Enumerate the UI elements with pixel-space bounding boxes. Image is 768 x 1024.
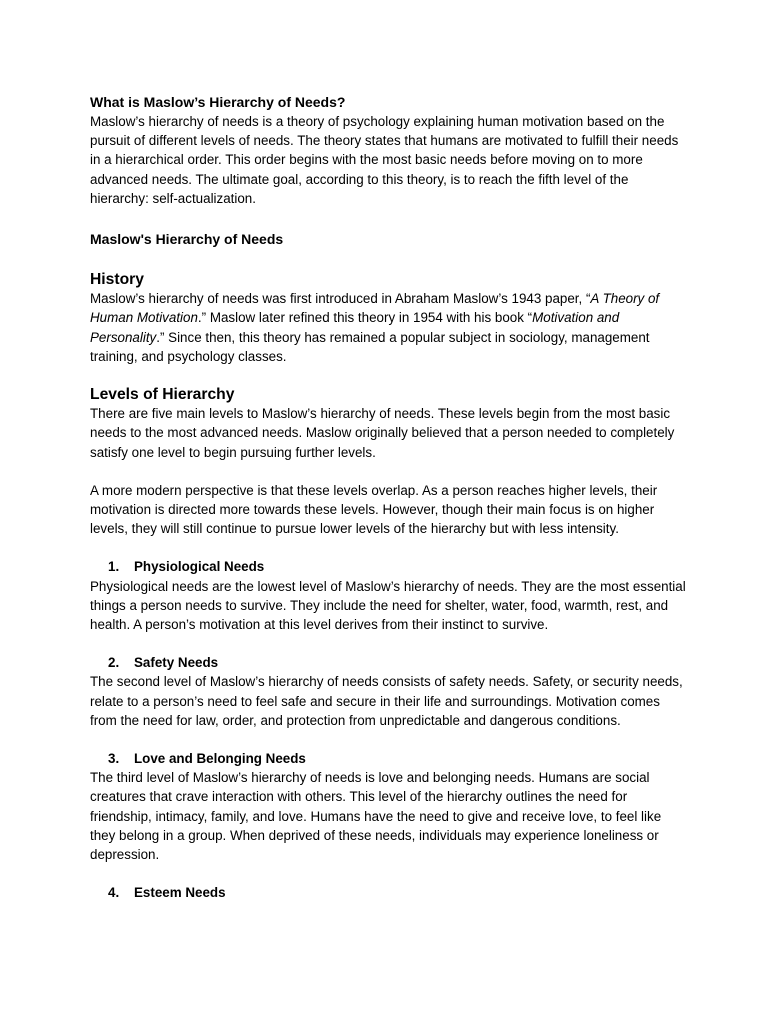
history-paragraph	[90, 289, 690, 366]
need-body-2: The second level of Maslow’s hierarchy of needs consists of safety needs. Safety, or security needs, relate to a person’s need to feel safe and secure in their life and surroundings. Motivation comes from the need for law, order, and protection from unpredictable and dangerous conditions.	[90, 674, 683, 728]
document-page	[90, 92, 690, 903]
document-title	[90, 92, 690, 112]
need-number: 3.	[108, 751, 120, 767]
need-title: Physiological Needs	[134, 559, 265, 575]
history-italic-2: Motivation and Personality	[90, 310, 620, 345]
need-title: Love and Belonging Needs	[134, 751, 306, 767]
history-text-3: .” Since then, this theory has remained a popular subject in sociology, management training, and psychology classes.	[90, 329, 650, 364]
levels-heading: Levels of Hierarchy	[90, 386, 235, 404]
need-title: Esteem Needs	[134, 885, 226, 901]
need-number: 2.	[108, 655, 120, 671]
need-number: 1.	[108, 559, 120, 575]
need-heading-4	[90, 883, 690, 902]
title-suffix: ?	[336, 94, 346, 110]
need-body-3: The third level of Maslow’s hierarchy of needs is love and belonging needs. Humans are social creatures that crave interaction with others. This level of the hierarchy outlines the need for friendship, intimacy, family, and love. Humans have the need to give and receive love, to feel like they belong in a group. When deprived of these needs, individuals may experience loneliness or depression.	[90, 770, 662, 863]
need-title: Safety Needs	[134, 655, 219, 671]
need-heading-3	[90, 749, 690, 768]
intro-paragraph: Maslow’s hierarchy of needs is a theory of psychology explaining human motivation based on the pursuit of different levels of needs. The theory states that humans are motivated to fulfill their needs in a hierarchical order. This order begins with the most basic needs before moving on to more advanced needs. The ultimate goal, according to this theory, is to reach the fifth level of the hierarchy: self-actualization.	[90, 114, 679, 206]
section-title: Maslow's Hierarchy of Needs	[90, 231, 284, 248]
need-body-1: Physiological needs are the lowest level of Maslow’s hierarchy of needs. They are the most essential things a person needs to survive. They include the need for shelter, water, food, warmth, rest, and health. A person’s motivation at this level derives from their instinct to survive.	[90, 578, 686, 633]
title-bold-text: What is Maslow’s Hierarchy of Needs	[90, 94, 337, 110]
history-heading: History	[90, 271, 144, 289]
levels-paragraph-1: There are five main levels to Maslow’s hierarchy of needs. These levels begin from the most basic needs to the most advanced needs. Maslow originally believed that a person needed to completely satisfy one level to begin pursuing further levels.	[90, 406, 675, 460]
history-italic-1: A Theory of Human Motivation	[90, 291, 660, 326]
need-heading-2	[90, 653, 690, 672]
need-number: 4.	[108, 885, 120, 901]
history-text-2: .” Maslow later refined this theory in 1954 with his book “	[197, 310, 533, 326]
history-text-1: Maslow’s hierarchy of needs was first introduced in Abraham Maslow’s 1943 paper, “	[90, 291, 591, 307]
need-heading-1	[90, 557, 690, 576]
levels-paragraph-2: A more modern perspective is that these levels overlap. As a person reaches higher levels, their motivation is directed more towards these levels. However, though their main focus is on higher levels, they will still continue to pursue lower levels of the hierarchy but with less intensity.	[90, 482, 658, 537]
